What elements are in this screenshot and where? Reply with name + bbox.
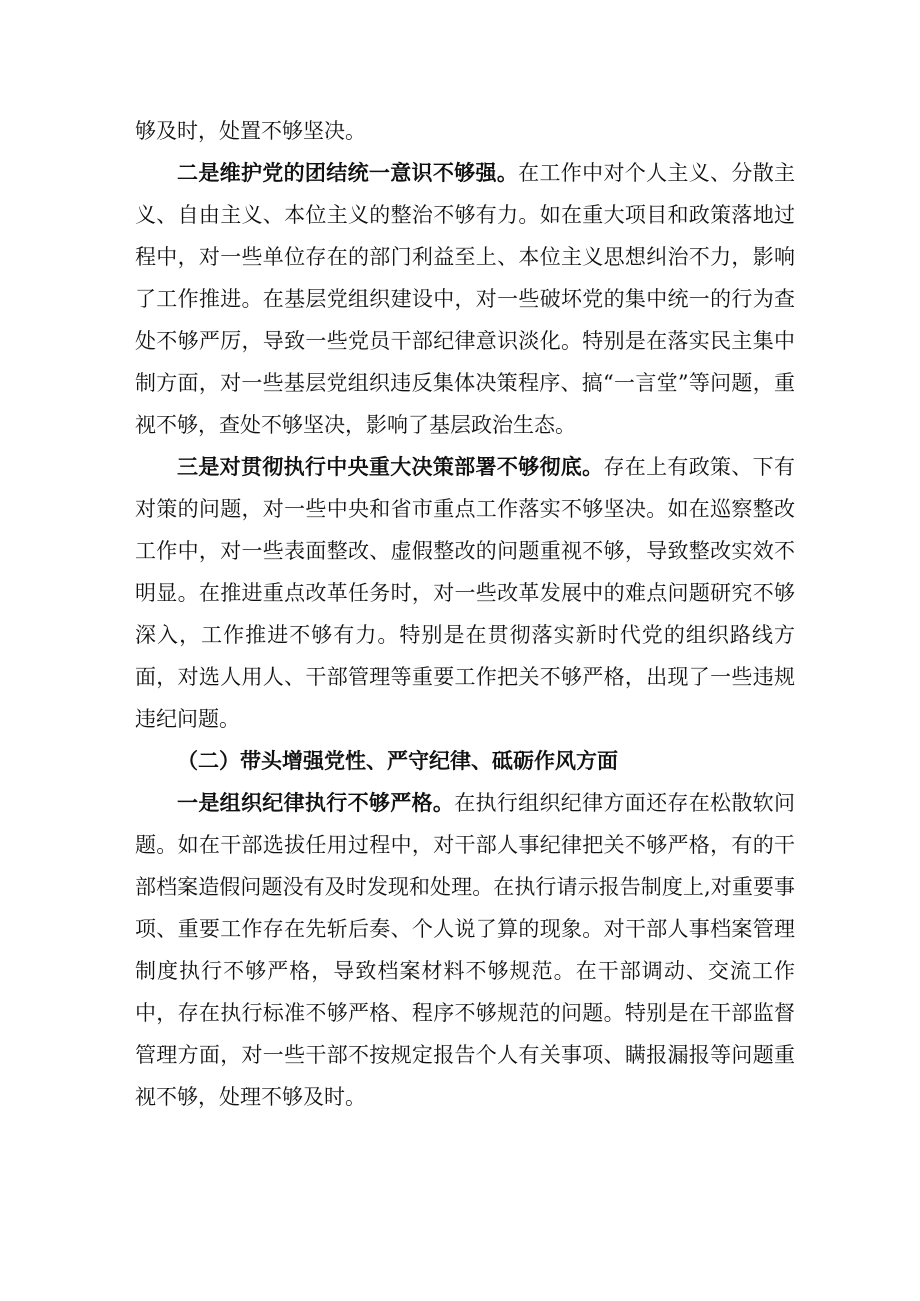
- paragraph-continuation: 够及时，处置不够坚决。: [135, 119, 366, 143]
- paragraph-body-central-decisions: 存在上有政策、下有对策的问题，对一些中央和省市重点工作落实不够坚决。如在巡察整改工作中，对一些表面整改、虚假整改的问题重视不够，导致整改实效不明显。在推进重点改革任务时，对一些改革发展中的难点问题研究不够深入，工作推进不够有力。特别是在贯彻落实新时代党的组织路线方面，对选人用人、干部管理等重要工作把关不够严格，出现了一些违规违纪问题。: [135, 455, 796, 731]
- paragraph-body-organizational-discipline: 在执行组织纪律方面还存在松散软问题。如在干部选拔任用过程中，对干部人事纪律把关不够严格，有的干部档案造假问题没有及时发现和处理。在执行请示报告制度上,对重要事项、重要工作存在先斩后奏、个人说了算的现象。对干部人事档案管理制度执行不够严格，导致档案材料不够规范。在干部调动、交流工作中，存在执行标准不够严格、程序不够规范的问题。特别是在干部监督管理方面，对一些干部不按规定报告个人有关事项、瞒报漏报等问题重视不够，处理不够及时。: [135, 791, 796, 1109]
- paragraph-party-unity: [135, 152, 795, 446]
- section-heading: （二）带头增强党性、严守纪律、砥砺作风方面: [177, 749, 618, 773]
- paragraph-organizational-discipline: [135, 782, 795, 1118]
- paragraph-body-party-unity: 在工作中对个人主义、分散主义、自由主义、本位主义的整治不够有力。如在重大项目和政策落地过程中，对一些单位存在的部门利益至上、本位主义思想纠治不力，影响了工作推进。在基层党组织建设中，对一些破坏党的集中统一的行为查处不够严厉，导致一些党员干部纪律意识淡化。特别是在落实民主集中制方面，对一些基层党组织违反集体决策程序、搞“一言堂”等问题，重视不够，查处不够坚决，影响了基层政治生态。: [135, 161, 796, 437]
- paragraph-lead-organizational-discipline: 一是组织纪律执行不够严格。: [177, 791, 455, 815]
- paragraph-lead-central-decisions: 三是对贯彻执行中央重大决策部署不够彻底。: [177, 455, 604, 479]
- paragraph-lead-party-unity: 二是维护党的团结统一意识不够强。: [177, 161, 519, 185]
- paragraph-central-decisions: [135, 446, 795, 740]
- document-body: [135, 110, 795, 1118]
